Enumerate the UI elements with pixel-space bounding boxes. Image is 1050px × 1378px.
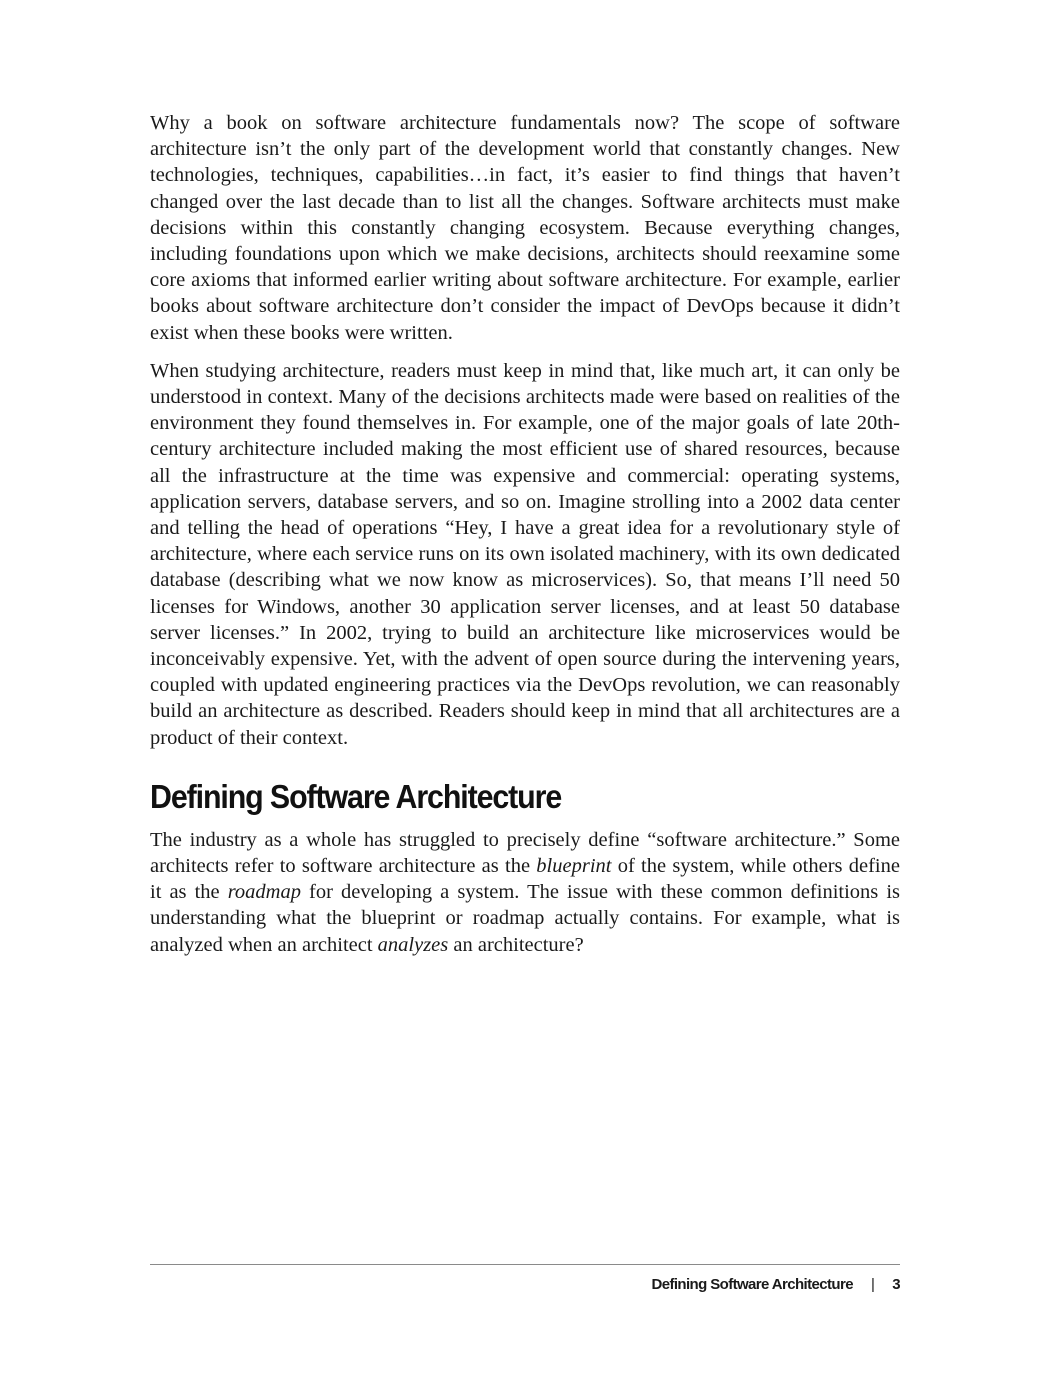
running-title: Defining Software Architecture <box>651 1275 853 1293</box>
page-number: 3 <box>892 1275 900 1293</box>
footer-separator: | <box>870 1275 875 1293</box>
page-content <box>150 110 900 970</box>
emphasis-roadmap: roadmap <box>227 881 301 904</box>
text-run: for developing a system. The issue with these common definitions is understanding what the blueprint or roadmap actually contains. For example, what is analyzed when an architect <box>150 881 900 956</box>
emphasis-blueprint: blueprint <box>536 855 612 878</box>
section-heading: Defining Software Architecture <box>150 777 562 815</box>
emphasis-analyzes: analyzes <box>377 933 449 956</box>
paragraph-defining <box>150 827 900 958</box>
page-footer <box>651 1272 900 1296</box>
paragraph-studying-architecture: When studying architecture, readers must keep in mind that, like much art, it can only be understood in context. Many of the decisions architects made were based on realities of the environment they found themselves in. For example, one of the major goals of late 20th-century architecture included making the most efficient use of shared resources, because all the infrastructure at the time was expensive and commercial: operating systems, application servers, database servers, and so on. Imagine strolling into a 2002 data center and telling the head of operations “Hey, I have a great idea for a revolutionary style of architecture, where each service runs on its own isolated machinery, with its own dedicated database (describing what we now know as microservices). So, that means I’ll need 50 licenses for Windows, another 30 application server licenses, and at least 50 database server licenses.” In 2002, trying to build an architecture like microservices would be inconceivably expensive. Yet, with the advent of open source during the intervening years, coupled with updated engineering practices via the DevOps revolution, we can reasonably build an architecture as described. Readers should keep in mind that all architectures are a product of their context. <box>150 359 900 749</box>
text-run: an architecture? <box>448 933 584 956</box>
footer-divider <box>150 1264 900 1265</box>
text-run: of the system, while others define it as the <box>150 855 900 904</box>
paragraph-why-book: Why a book on software architecture fundamentals now? The scope of software architecture isn’t the only part of the development world that constantly changes. New technologies, techniques, capabilities…in fact, it’s easier to find things that haven’t changed over the last decade than to list all the changes. Software architects must make decisions within this constantly changing ecosystem. Because everything changes, including foundations upon which we make decisions, architects should reexamine some core axioms that informed earlier writing about software architecture. For example, earlier books about software architecture don’t consider the impact of DevOps because it didn’t exist when these books were written. <box>150 112 900 344</box>
text-run: The industry as a whole has struggled to precisely define “software architecture.” Some architects refer to software architecture as the <box>150 828 900 878</box>
